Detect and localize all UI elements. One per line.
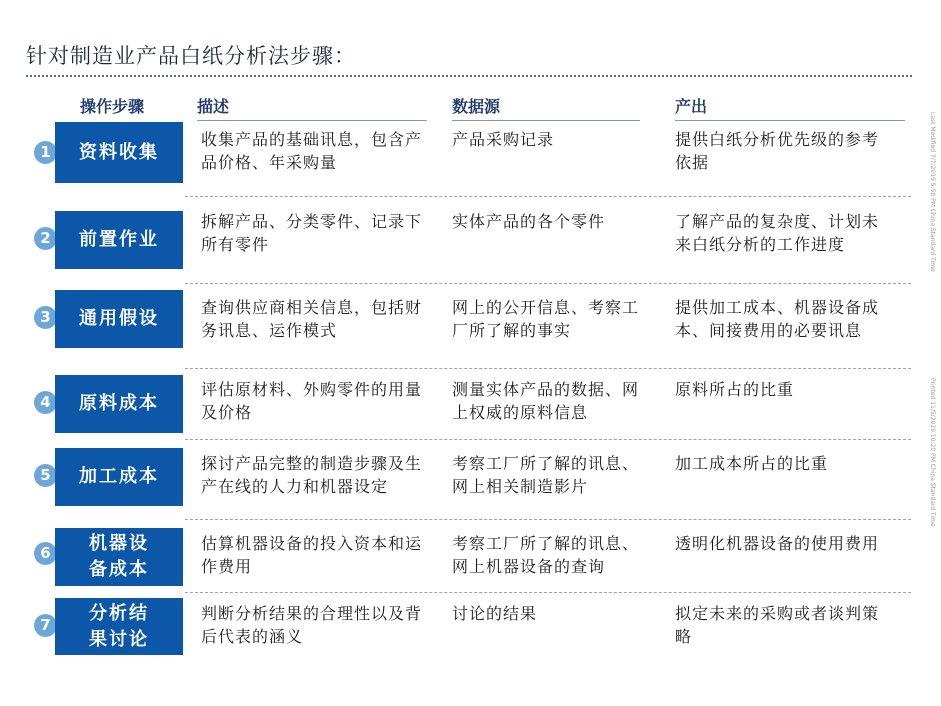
row-divider <box>185 592 911 593</box>
output-cell: 加工成本所占的比重 <box>675 454 829 473</box>
last-modified-note: Last Modified 7/7/2019 5:50 PM China Standard Time <box>929 112 936 272</box>
description-cell: 评估原材料、外购零件的用量及价格 <box>201 380 423 422</box>
output-cell: 提供加工成本、机器设备成本、间接费用的必要讯息 <box>675 298 880 340</box>
step-label: 分析结果讨论 <box>55 598 183 655</box>
description-cell: 查询供应商相关信息，包括财务讯息、运作模式 <box>201 298 423 340</box>
step-number-badge: 2 <box>34 227 57 250</box>
description-cell: 收集产品的基础讯息，包含产品价格、年采购量 <box>201 130 423 172</box>
source-cell: 产品采购记录 <box>452 130 555 149</box>
step-label: 原料成本 <box>55 375 183 433</box>
step-label: 资料收集 <box>55 122 183 183</box>
header-source: 数据源 <box>452 94 640 121</box>
step-number-badge: 4 <box>34 391 57 414</box>
source-cell: 实体产品的各个零件 <box>452 212 606 231</box>
row-divider <box>185 519 911 520</box>
step-label: 通用假设 <box>55 290 183 348</box>
printed-note: Printed 11/5/2019 10:20 PM China Standard Time <box>929 378 936 527</box>
output-cell: 拟定未来的采购或者谈判策略 <box>675 604 880 646</box>
header-description: 描述 <box>197 94 427 121</box>
step-number-badge: 5 <box>34 464 57 487</box>
step-number-badge: 1 <box>34 141 57 164</box>
step-number-badge: 7 <box>34 614 57 637</box>
output-cell: 透明化机器设备的使用费用 <box>675 534 880 553</box>
page-title: 针对制造业产品白纸分析法步骤： <box>26 44 356 68</box>
description-cell: 拆解产品、分类零件、记录下所有零件 <box>201 212 423 254</box>
output-cell: 原料所占的比重 <box>675 380 795 399</box>
source-cell: 考察工厂所了解的讯息、网上机器设备的查询 <box>452 534 640 576</box>
step-label: 加工成本 <box>55 448 183 506</box>
row-divider <box>185 283 911 284</box>
row-divider <box>185 196 911 197</box>
source-cell: 考察工厂所了解的讯息、网上相关制造影片 <box>452 454 640 496</box>
source-cell: 讨论的结果 <box>452 604 538 623</box>
header-output: 产出 <box>675 94 905 121</box>
row-divider <box>185 368 911 369</box>
step-number-badge: 6 <box>34 542 57 565</box>
title-divider <box>26 75 912 77</box>
output-cell: 提供白纸分析优先级的参考依据 <box>675 130 880 172</box>
row-divider <box>185 439 911 440</box>
step-label: 机器设备成本 <box>55 528 183 586</box>
output-cell: 了解产品的复杂度、计划未来白纸分析的工作进度 <box>675 212 880 254</box>
source-cell: 测量实体产品的数据、网上权威的原料信息 <box>452 380 640 422</box>
description-cell: 判断分析结果的合理性以及背后代表的涵义 <box>201 604 423 646</box>
description-cell: 探讨产品完整的制造步骤及生产在线的人力和机器设定 <box>201 454 423 496</box>
step-number-badge: 3 <box>34 306 57 329</box>
header-steps: 操作步骤 <box>80 97 145 116</box>
step-label: 前置作业 <box>55 211 183 269</box>
source-cell: 网上的公开信息、考察工厂所了解的事实 <box>452 298 640 340</box>
description-cell: 估算机器设备的投入资本和运作费用 <box>201 534 423 576</box>
